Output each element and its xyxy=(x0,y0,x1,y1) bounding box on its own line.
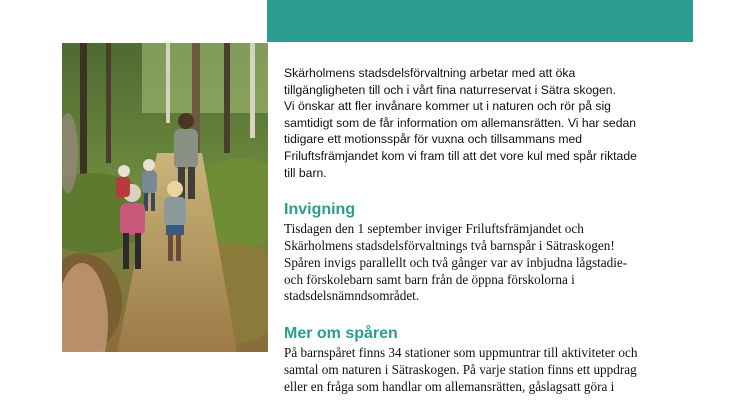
text-line: Skärholmens stadsdelsförvaltning arbetar med att öka xyxy=(284,66,576,80)
text-line: Skärholmens stadsdelsförvaltnings två barnspår i Sätraskogen! xyxy=(284,237,615,253)
forest-walk-photo xyxy=(62,43,268,352)
text-line: Tisdagen den 1 september inviger Friluftsfrämjandet och xyxy=(284,221,584,237)
mer-om-sparen-heading: Mer om spåren xyxy=(284,325,398,343)
intro-paragraph xyxy=(284,65,694,181)
text-line: Vi önskar att fler invånare kommer ut i naturen och rör på sig xyxy=(284,99,611,114)
text-line: Friluftsfrämjandet kom vi fram till att det vore kul med spår riktade xyxy=(284,148,637,163)
text-line: och förskolebarn samt barn från de öppna förskolorna i xyxy=(284,271,575,287)
text-line: stadsdelsnämndsområdet. xyxy=(284,288,420,304)
text-line: Spåren invigs parallellt och två gånger var av inbjudna lågstadie- xyxy=(284,254,628,270)
text-line: tillgängligheten till och i vårt fina naturreservat i Sätra skogen. xyxy=(284,82,616,97)
text-line: samtal om naturen i Sätraskogen. På varje station finns ett uppdrag xyxy=(284,361,637,377)
text-line: samtidigt som de får information om allemansrätten. Vi har sedan xyxy=(284,115,637,130)
text-line: eller en fråga som handlar om allemansrätten, gåslagsatt göra i xyxy=(284,378,615,394)
mer-om-sparen-paragraph xyxy=(284,345,694,395)
header-band xyxy=(267,0,693,42)
text-line: till barn. xyxy=(284,165,327,180)
text-line: På barnspåret finns 34 stationer som uppmuntrar till aktiviteter och xyxy=(284,345,638,361)
text-line: tidigare ett motionsspår för vuxna och tillsammans med xyxy=(284,132,583,147)
invigning-paragraph xyxy=(284,221,694,305)
invigning-heading: Invigning xyxy=(284,201,356,219)
article-content xyxy=(284,65,694,396)
